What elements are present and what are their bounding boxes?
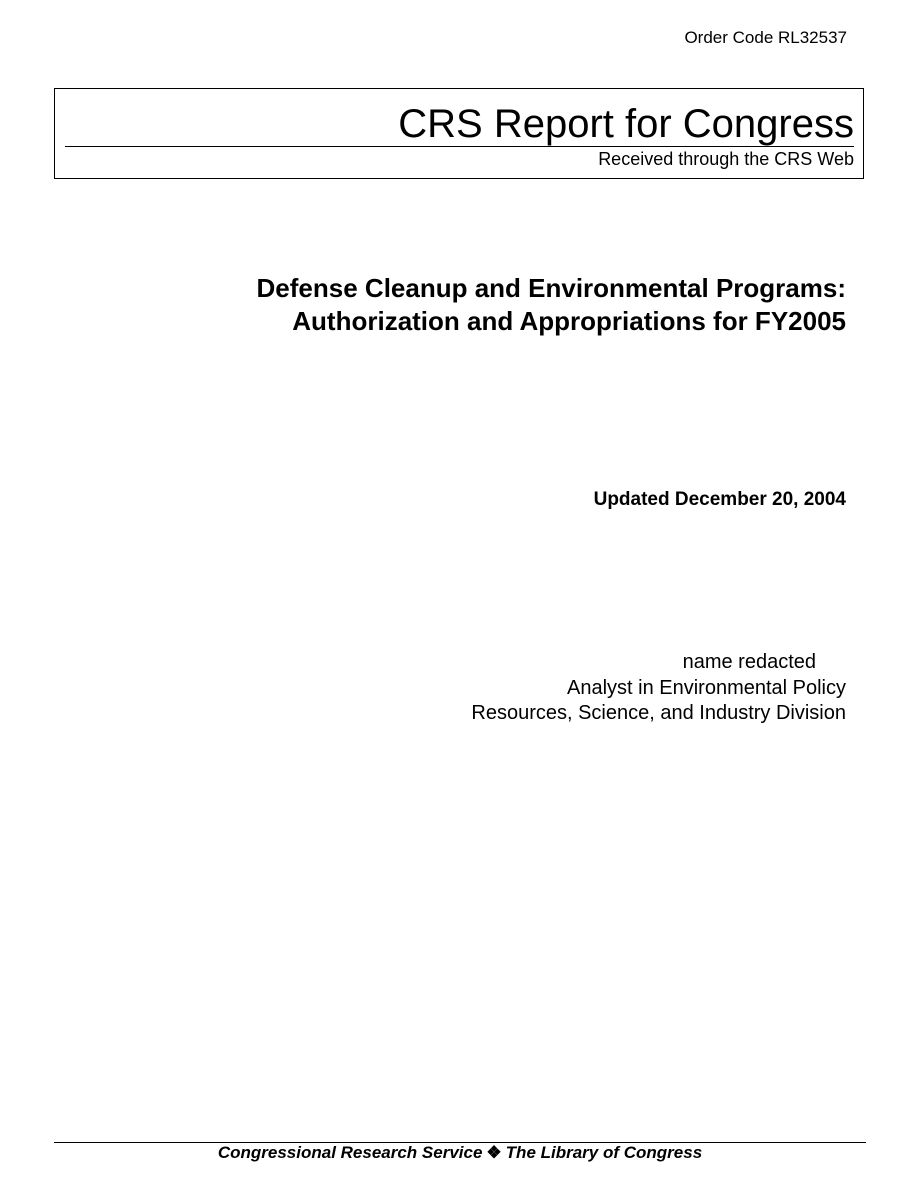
document-title-line-1: Defense Cleanup and Environmental Programs: <box>256 273 846 303</box>
header-divider <box>65 146 854 147</box>
author-name: name redacted <box>682 651 816 673</box>
footer-organization: Congressional Research Service <box>217 1143 483 1162</box>
report-source-line: Received through the CRS Web <box>598 149 854 169</box>
report-header-box <box>54 88 864 179</box>
author-division: Resources, Science, and Industry Division <box>471 702 846 724</box>
order-code: Order Code RL32537 <box>684 28 847 47</box>
footer <box>0 1143 920 1163</box>
report-series-title: CRS Report for Congress <box>398 102 854 146</box>
updated-date: Updated December 20, 2004 <box>593 489 846 510</box>
document-title <box>257 272 846 338</box>
footer-library: The Library of Congress <box>505 1143 703 1162</box>
diamond-separator-icon: ❖ <box>486 1143 502 1162</box>
document-title-line-2: Authorization and Appropriations for FY2005 <box>292 306 846 336</box>
author-position: Analyst in Environmental Policy <box>566 676 846 699</box>
author-block <box>471 650 846 727</box>
